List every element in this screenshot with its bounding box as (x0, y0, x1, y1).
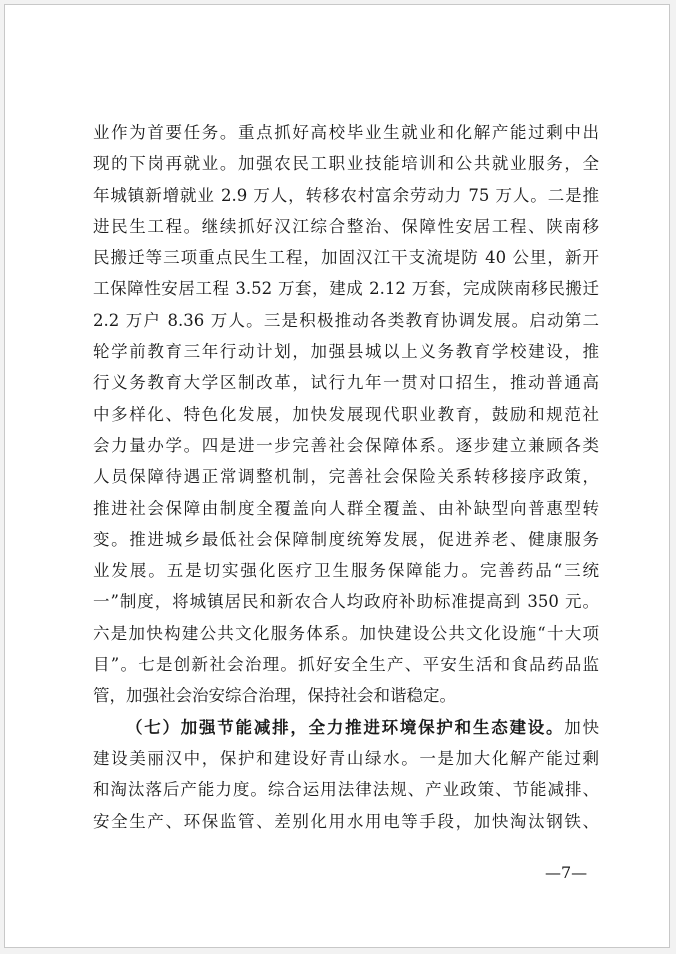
text-line: 会力量办学。四是进一步完善社会保障体系。逐步建立兼顾各类 (93, 435, 599, 455)
text-line: 目”。七是创新社会治理。抓好安全生产、平安生活和食品药品监 (93, 655, 599, 675)
text-line: 2.2 万户 8.36 万人。三是积极推动各类教育协调发展。启动第二 (93, 310, 599, 330)
section-heading-line (93, 712, 599, 743)
text-line: 民搬迁等三项重点民生工程，加固汉江干支流堤防 40 公里，新开 (93, 248, 599, 268)
text-line: 和淘汰落后产能力度。综合运用法律法规、产业政策、节能减排、 (93, 780, 599, 800)
text-line: 中多样化、特色化发展，加快发展现代职业教育，鼓励和规范社 (93, 404, 599, 424)
text-line: 人员保障待遇正常调整机制，完善社会保险关系转移接序政策， (93, 467, 599, 487)
text-line: 推进社会保障由制度全覆盖向人群全覆盖、由补缺型向普惠型转 (93, 498, 599, 518)
text-line: 轮学前教育三年行动计划，加强县城以上义务教育学校建设，推 (93, 342, 599, 362)
text-line: 现的下岗再就业。加强农民工职业技能培训和公共就业服务，全 (93, 154, 599, 174)
text-line: 工保障性安居工程 3.52 万套，建成 2.12 万套，完成陕南移民搬迁 (93, 279, 599, 299)
text-line: 管，加强社会治安综合治理，保持社会和谐稳定。 (93, 686, 456, 706)
text-line: 进民生工程。继续抓好汉江综合整治、保障性安居工程、陕南移 (93, 216, 599, 236)
text-line: 六是加快构建公共文化服务体系。加快建设公共文化设施“十大项 (93, 623, 599, 643)
text-line: 年城镇新增就业 2.9 万人，转移农村富余劳动力 75 万人。二是推 (93, 185, 599, 205)
text-line: 一”制度，将城镇居民和新农合人均政府补助标准提高到 350 元。 (93, 592, 599, 612)
text-line: 安全生产、环保监管、差别化用水用电等手段，加快淘汰钢铁、 (93, 811, 599, 831)
page-number: —7— (545, 863, 588, 882)
text-line: 行义务教育大学区制改革，试行九年一贯对口招生，推动普通高 (93, 373, 599, 393)
text-line: 业作为首要任务。重点抓好高校毕业生就业和化解产能过剩中出 (93, 123, 599, 142)
body-text (93, 117, 599, 837)
heading-line-rest: 加快 (564, 717, 600, 737)
text-line: 建设美丽汉中，保护和建设好青山绿水。一是加大化解产能过剩 (93, 748, 599, 768)
section-heading: （七）加强节能减排，全力推进环境保护和生态建设。 (126, 717, 565, 737)
text-line: 业发展。五是切实强化医疗卫生服务保障能力。完善药品“三统 (93, 561, 599, 581)
document-page (4, 4, 670, 948)
text-line: 变。推进城乡最低社会保障制度统筹发展，促进养老、健康服务 (93, 529, 599, 549)
